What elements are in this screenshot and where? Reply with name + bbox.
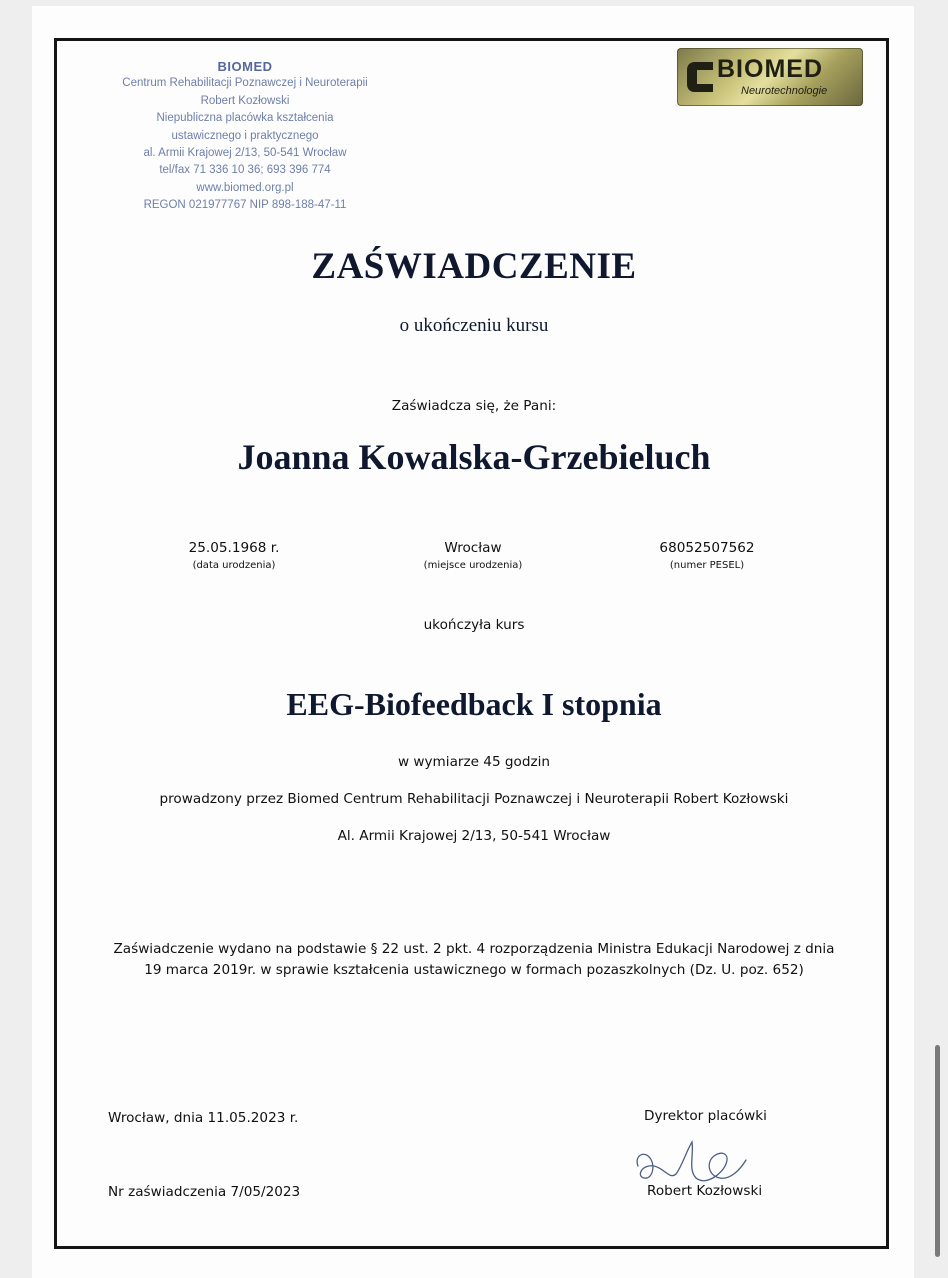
completed-text: ukończyła kurs <box>423 617 525 633</box>
course-organizer: prowadzony przez Biomed Centrum Rehabilitacji Poznawczej i Neuroterapii Robert Kozłowski <box>159 791 789 807</box>
pesel-number: 68052507562 <box>659 540 755 556</box>
issue-place-date: Wrocław, dnia 11.05.2023 r. <box>108 1110 299 1126</box>
institution-brand: BIOMED <box>217 59 273 74</box>
recipient-name: Joanna Kowalska-Grzebieluch <box>237 437 711 477</box>
header-line: REGON 021977767 NIP 898-188-47-11 <box>143 199 347 212</box>
pesel-caption: (numer PESEL) <box>669 560 745 571</box>
birth-date-caption: (data urodzenia) <box>192 560 276 571</box>
logo-text: BIOMED <box>717 55 823 83</box>
legal-basis-line-1: Zaświadczenie wydano na podstawie § 22 ust. 2 pkt. 4 rozporządzenia Ministra Edukacji Narodowej z dnia <box>113 941 835 957</box>
biomed-logo <box>677 48 863 106</box>
institution-header <box>90 58 400 215</box>
certificate-number: Nr zaświadczenia 7/05/2023 <box>108 1184 301 1200</box>
header-line: Robert Kozłowski <box>200 94 290 107</box>
certificate-subtitle: o ukończeniu kursu <box>399 315 549 336</box>
header-line: Niepubliczna placówka kształcenia <box>156 112 334 125</box>
course-name: EEG-Biofeedback I stopnia <box>286 686 662 722</box>
pesel-block <box>607 540 807 571</box>
director-title: Dyrektor placówki <box>644 1108 767 1124</box>
course-hours: w wymiarze 45 godzin <box>397 754 551 770</box>
birth-date: 25.05.1968 r. <box>188 540 280 556</box>
birth-place: Wrocław <box>444 540 502 556</box>
certificate-border <box>54 38 889 1249</box>
logo-subtitle: Neurotechnologie <box>741 85 828 97</box>
signature-icon <box>630 1130 750 1190</box>
organizer-address: Al. Armii Krajowej 2/13, 50-541 Wrocław <box>337 828 611 844</box>
scrollbar[interactable] <box>935 1045 940 1257</box>
legal-basis-line-2: 19 marca 2019r. w sprawie kształcenia ustawicznego w formach pozaszkolnych (Dz. U. poz. 652) <box>144 962 804 978</box>
intro-text: Zaświadcza się, że Pani: <box>391 398 557 414</box>
certificate-title: ZAŚWIADCZENIE <box>311 246 637 287</box>
header-line: ustawicznego i praktycznego <box>171 129 319 142</box>
birth-place-caption: (miejsce urodzenia) <box>423 560 523 571</box>
director-name: Robert Kozłowski <box>647 1183 763 1199</box>
header-line: al. Armii Krajowej 2/13, 50-541 Wrocław <box>143 147 347 160</box>
header-line: Centrum Rehabilitacji Poznawczej i Neuroterapii <box>122 77 368 90</box>
biomed-logo-icon <box>683 58 717 96</box>
birth-date-block <box>134 540 334 571</box>
birth-place-block <box>373 540 573 571</box>
header-line: www.biomed.org.pl <box>196 181 294 194</box>
header-line: tel/fax 71 336 10 36; 693 396 774 <box>159 164 331 177</box>
